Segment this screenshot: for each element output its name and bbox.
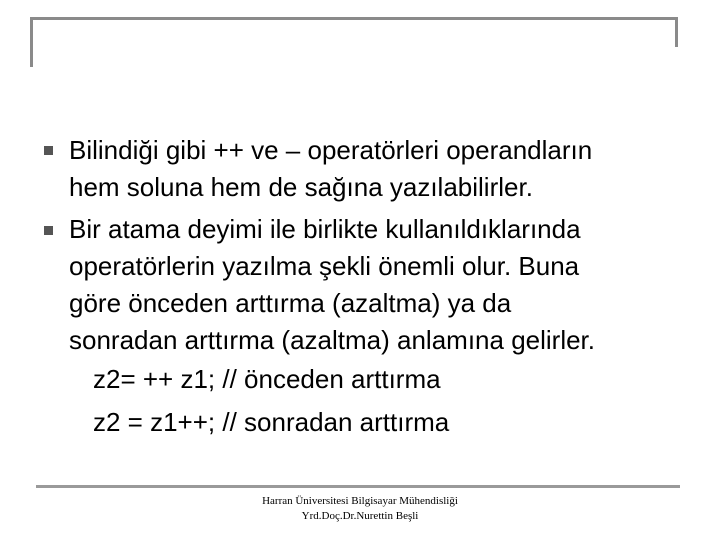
- code-example-line: z2= ++ z1; // önceden arttırma: [93, 364, 441, 394]
- footer-institution: Harran Üniversitesi Bilgisayar Mühendisliği: [262, 495, 458, 507]
- bullet-text-line: operatörlerin yazılma şekli önemli olur. Buna: [69, 251, 580, 281]
- bullet-text-line: Bir atama deyimi ile birlikte kullanıldıklarında: [69, 214, 581, 244]
- code-example-line: z2 = z1++; // sonradan arttırma: [93, 407, 450, 437]
- slide-frame-left-rule: [30, 17, 33, 67]
- bullet-text-line: hem soluna hem de sağına yazılabilirler.: [69, 172, 533, 202]
- square-bullet-icon: [44, 146, 53, 155]
- bullet-text-line: sonradan arttırma (azaltma) anlamına gelirler.: [69, 325, 596, 355]
- footer-author: Yrd.Doç.Dr.Nurettin Beşli: [301, 510, 419, 522]
- bullet-text-line: göre önceden arttırma (azaltma) ya da: [69, 288, 512, 318]
- bullet-text-line: Bilindiği gibi ++ ve – operatörleri operandların: [69, 135, 593, 165]
- square-bullet-icon: [44, 226, 53, 235]
- slide-footer: [0, 494, 720, 524]
- slide-frame-right-rule: [675, 17, 678, 47]
- footer-divider: [36, 485, 680, 488]
- slide-frame-top-rule: [30, 17, 678, 20]
